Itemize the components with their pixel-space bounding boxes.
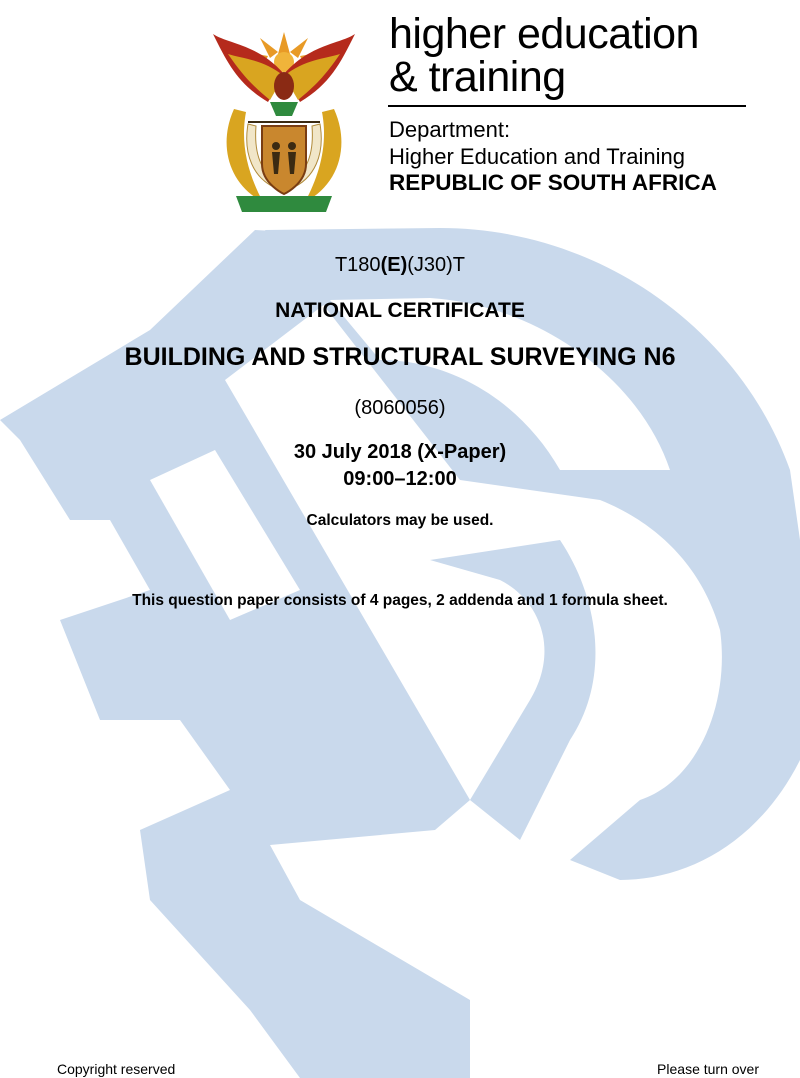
certificate-title: NATIONAL CERTIFICATE <box>275 299 525 322</box>
exam-time: 09:00–12:00 <box>343 468 457 490</box>
paper-code-suffix: (J30)T <box>407 254 466 276</box>
pages-note: This question paper consists of 4 pages, 2 addenda and 1 formula sheet. <box>132 592 668 609</box>
department-title-line-1: higher education <box>389 10 699 58</box>
paper-code-prefix: T180 <box>334 254 381 276</box>
calculators-note: Calculators may be used. <box>306 512 494 529</box>
coat-of-arms-icon <box>208 14 360 214</box>
footer-turn-over: Please turn over <box>657 1061 759 1077</box>
subject-code: (8060056) <box>354 397 446 419</box>
department-title-line-2: & training <box>389 53 566 101</box>
paper-code <box>0 254 800 277</box>
department-label: Department: <box>389 117 511 142</box>
exam-date: 30 July 2018 (X-Paper) <box>293 441 507 463</box>
subject-title: BUILDING AND STRUCTURAL SURVEYING N6 <box>124 343 676 371</box>
footer-copyright: Copyright reserved <box>57 1061 176 1077</box>
department-name: Higher Education and Training <box>389 144 685 169</box>
document-header <box>0 0 800 215</box>
country-name: REPUBLIC OF SOUTH AFRICA <box>389 170 717 195</box>
paper-code-language: (E) <box>380 254 408 276</box>
header-divider <box>388 105 746 107</box>
